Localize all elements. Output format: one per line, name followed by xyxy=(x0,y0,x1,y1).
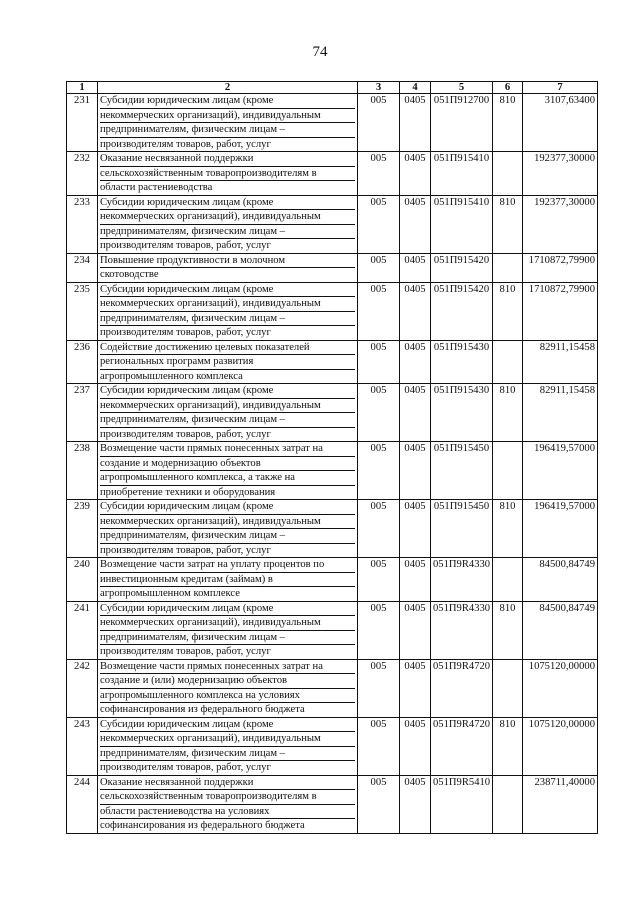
ministry-code: 005 xyxy=(358,384,400,442)
item-name-line: агропромышленного комплекса xyxy=(100,370,243,382)
item-name-line: Содействие достижению целевых показателей xyxy=(100,341,355,356)
row-number: 243 xyxy=(67,717,98,775)
item-name xyxy=(98,500,358,558)
amount: 82911,15458 xyxy=(523,340,598,384)
item-name-line: производителям товаров, работ, услуг xyxy=(100,646,271,657)
section-code: 0405 xyxy=(400,442,431,500)
item-name xyxy=(98,340,358,384)
table-row xyxy=(67,775,598,833)
item-name-line: Субсидии юридическим лицам (кроме xyxy=(100,384,355,399)
item-name-line: некоммерческих организаций), индивидуальным xyxy=(100,297,355,312)
item-name-line: инвестиционным кредитам (займам) в xyxy=(100,573,355,588)
expense-type-code xyxy=(493,775,523,833)
expense-type-code: 810 xyxy=(493,601,523,659)
ministry-code: 005 xyxy=(358,340,400,384)
target-article-code: 051П915410 xyxy=(431,152,493,196)
ministry-code: 005 xyxy=(358,775,400,833)
expense-type-code: 810 xyxy=(493,94,523,152)
amount: 238711,40000 xyxy=(523,775,598,833)
item-name-line: некоммерческих организаций), индивидуальным xyxy=(100,732,355,747)
header-row xyxy=(67,82,598,94)
row-number: 232 xyxy=(67,152,98,196)
item-name-line: Возмещение части затрат на уплату процентов по xyxy=(100,558,355,573)
header-col-1: 1 xyxy=(67,82,98,94)
amount: 3107,63400 xyxy=(523,94,598,152)
item-name-line: софинансирования из федерального бюджета xyxy=(100,820,305,831)
table-row xyxy=(67,152,598,196)
ministry-code: 005 xyxy=(358,558,400,602)
item-name-line: области растениеводства на условиях xyxy=(100,805,355,820)
item-name-line: Возмещение части прямых понесенных затрат на xyxy=(100,660,355,675)
item-name-line: Субсидии юридическим лицам (кроме xyxy=(100,283,355,298)
expense-type-code xyxy=(493,659,523,717)
table-row xyxy=(67,340,598,384)
item-name-line: производителям товаров, работ, услуг xyxy=(100,327,271,338)
item-name-line: региональных программ развития xyxy=(100,355,355,370)
target-article-code: 051П9R4330 xyxy=(431,558,493,602)
item-name xyxy=(98,152,358,196)
item-name-line: сельскохозяйственным товаропроизводителям в xyxy=(100,167,355,182)
item-name-line: Субсидии юридическим лицам (кроме xyxy=(100,718,355,733)
header-col-6: 6 xyxy=(493,82,523,94)
expense-type-code xyxy=(493,152,523,196)
table-row xyxy=(67,558,598,602)
table-row xyxy=(67,282,598,340)
item-name-line: некоммерческих организаций), индивидуальным xyxy=(100,616,355,631)
row-number: 236 xyxy=(67,340,98,384)
expense-type-code: 810 xyxy=(493,384,523,442)
target-article-code: 051П9R4330 xyxy=(431,601,493,659)
section-code: 0405 xyxy=(400,717,431,775)
header-col-7: 7 xyxy=(523,82,598,94)
item-name-line: производителям товаров, работ, услуг xyxy=(100,240,271,251)
target-article-code: 051П9R4720 xyxy=(431,717,493,775)
row-number: 239 xyxy=(67,500,98,558)
target-article-code: 051П915450 xyxy=(431,442,493,500)
item-name xyxy=(98,717,358,775)
item-name-line: Оказание несвязанной поддержки xyxy=(100,776,355,791)
item-name-line: предпринимателям, физическим лицам – xyxy=(100,529,355,544)
ministry-code: 005 xyxy=(358,659,400,717)
row-number: 231 xyxy=(67,94,98,152)
item-name-line: предпринимателям, физическим лицам – xyxy=(100,631,355,646)
row-number: 237 xyxy=(67,384,98,442)
table-row xyxy=(67,500,598,558)
expense-type-code xyxy=(493,442,523,500)
amount: 1710872,79900 xyxy=(523,282,598,340)
section-code: 0405 xyxy=(400,659,431,717)
ministry-code: 005 xyxy=(358,442,400,500)
section-code: 0405 xyxy=(400,282,431,340)
item-name-line: некоммерческих организаций), индивидуальным xyxy=(100,399,355,414)
item-name-line: Оказание несвязанной поддержки xyxy=(100,152,355,167)
item-name-line: Субсидии юридическим лицам (кроме xyxy=(100,94,355,109)
expense-type-code xyxy=(493,340,523,384)
item-name-line: Субсидии юридическим лицам (кроме xyxy=(100,602,355,617)
item-name xyxy=(98,775,358,833)
item-name-line: скотоводстве xyxy=(100,269,159,280)
table-row xyxy=(67,253,598,282)
section-code: 0405 xyxy=(400,601,431,659)
item-name xyxy=(98,253,358,282)
item-name-line: Субсидии юридическим лицам (кроме xyxy=(100,500,355,515)
expense-type-code xyxy=(493,253,523,282)
item-name-line: предпринимателям, физическим лицам – xyxy=(100,747,355,762)
table-row xyxy=(67,659,598,717)
item-name-line: приобретение техники и оборудования xyxy=(100,486,276,498)
item-name xyxy=(98,282,358,340)
section-code: 0405 xyxy=(400,195,431,253)
amount: 1710872,79900 xyxy=(523,253,598,282)
ministry-code: 005 xyxy=(358,282,400,340)
amount: 192377,30000 xyxy=(523,195,598,253)
target-article-code: 051П915430 xyxy=(431,384,493,442)
row-number: 241 xyxy=(67,601,98,659)
amount: 1075120,00000 xyxy=(523,717,598,775)
item-name xyxy=(98,442,358,500)
item-name-line: производителям товаров, работ, услуг xyxy=(100,762,271,773)
table-row xyxy=(67,442,598,500)
target-article-code: 051П9R5410 xyxy=(431,775,493,833)
table-row xyxy=(67,717,598,775)
item-name-line: агропромышленного комплекса, а также на xyxy=(100,471,355,486)
expense-type-code: 810 xyxy=(493,195,523,253)
section-code: 0405 xyxy=(400,500,431,558)
target-article-code: 051П915450 xyxy=(431,500,493,558)
section-code: 0405 xyxy=(400,152,431,196)
item-name-line: производителям товаров, работ, услуг xyxy=(100,544,271,556)
item-name-line: области растениеводства xyxy=(100,182,213,193)
expense-type-code: 810 xyxy=(493,717,523,775)
page-number: 74 xyxy=(312,44,328,60)
item-name-line: некоммерческих организаций), индивидуальным xyxy=(100,210,355,225)
section-code: 0405 xyxy=(400,253,431,282)
section-code: 0405 xyxy=(400,94,431,152)
item-name xyxy=(98,94,358,152)
item-name-line: Субсидии юридическим лицам (кроме xyxy=(100,196,355,211)
expense-type-code xyxy=(493,558,523,602)
item-name xyxy=(98,659,358,717)
target-article-code: 051П915410 xyxy=(431,195,493,253)
amount: 192377,30000 xyxy=(523,152,598,196)
amount: 82911,15458 xyxy=(523,384,598,442)
item-name-line: производителям товаров, работ, услуг xyxy=(100,428,271,440)
table-body xyxy=(67,94,598,834)
row-number: 235 xyxy=(67,282,98,340)
ministry-code: 005 xyxy=(358,717,400,775)
section-code: 0405 xyxy=(400,340,431,384)
item-name-line: агропромышленном комплексе xyxy=(100,588,240,599)
item-name xyxy=(98,558,358,602)
item-name-line: производителям товаров, работ, услуг xyxy=(100,138,271,150)
amount: 84500,84749 xyxy=(523,558,598,602)
item-name-line: Возмещение части прямых понесенных затрат на xyxy=(100,442,355,457)
section-code: 0405 xyxy=(400,775,431,833)
target-article-code: 051П915420 xyxy=(431,282,493,340)
target-article-code: 051П915430 xyxy=(431,340,493,384)
section-code: 0405 xyxy=(400,558,431,602)
ministry-code: 005 xyxy=(358,601,400,659)
row-number: 238 xyxy=(67,442,98,500)
table-row xyxy=(67,384,598,442)
ministry-code: 005 xyxy=(358,195,400,253)
item-name-line: создание и модернизацию объектов xyxy=(100,457,355,472)
ministry-code: 005 xyxy=(358,500,400,558)
item-name-line: предпринимателям, физическим лицам – xyxy=(100,312,355,327)
ministry-code: 005 xyxy=(358,253,400,282)
item-name-line: софинансирования из федерального бюджета xyxy=(100,704,305,715)
row-number: 240 xyxy=(67,558,98,602)
amount: 196419,57000 xyxy=(523,500,598,558)
item-name-line: предпринимателям, физическим лицам – xyxy=(100,413,355,428)
item-name-line: создание и (или) модернизацию объектов xyxy=(100,674,355,689)
row-number: 242 xyxy=(67,659,98,717)
table-row xyxy=(67,195,598,253)
item-name-line: предпринимателям, физическим лицам – xyxy=(100,123,355,138)
amount: 196419,57000 xyxy=(523,442,598,500)
item-name xyxy=(98,195,358,253)
ministry-code: 005 xyxy=(358,152,400,196)
item-name xyxy=(98,601,358,659)
budget-table xyxy=(66,81,598,834)
amount: 84500,84749 xyxy=(523,601,598,659)
section-code: 0405 xyxy=(400,384,431,442)
expense-type-code: 810 xyxy=(493,500,523,558)
target-article-code: 051П9R4720 xyxy=(431,659,493,717)
item-name-line: сельскохозяйственным товаропроизводителям в xyxy=(100,790,355,805)
header-col-2: 2 xyxy=(98,82,358,94)
row-number: 233 xyxy=(67,195,98,253)
expense-type-code: 810 xyxy=(493,282,523,340)
item-name-line: некоммерческих организаций), индивидуальным xyxy=(100,109,355,124)
target-article-code: 051П915420 xyxy=(431,253,493,282)
table-row xyxy=(67,601,598,659)
item-name-line: предпринимателям, физическим лицам – xyxy=(100,225,355,240)
target-article-code: 051П912700 xyxy=(431,94,493,152)
row-number: 234 xyxy=(67,253,98,282)
amount: 1075120,00000 xyxy=(523,659,598,717)
item-name-line: Повышение продуктивности в молочном xyxy=(100,254,355,269)
header-col-4: 4 xyxy=(400,82,431,94)
header-col-3: 3 xyxy=(358,82,400,94)
item-name-line: агропромышленного комплекса на условиях xyxy=(100,689,355,704)
header-col-5: 5 xyxy=(431,82,493,94)
item-name xyxy=(98,384,358,442)
ministry-code: 005 xyxy=(358,94,400,152)
item-name-line: некоммерческих организаций), индивидуальным xyxy=(100,515,355,530)
row-number: 244 xyxy=(67,775,98,833)
table-row xyxy=(67,94,598,152)
